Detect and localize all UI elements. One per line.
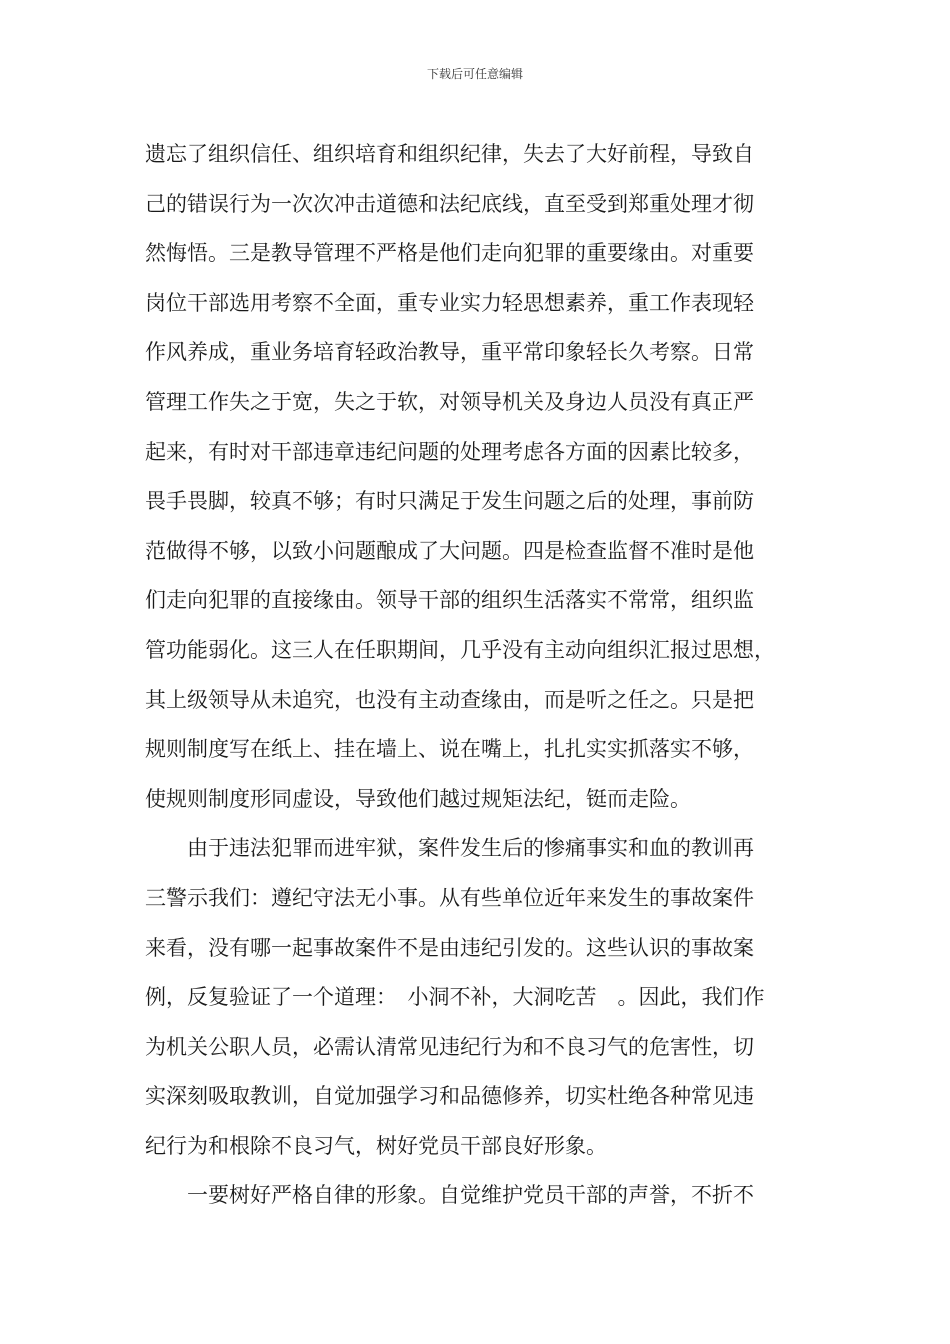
text-line: 纪行为和根除不良习气，树好党员干部良好形象。 xyxy=(145,1133,607,1158)
text-line: 管功能弱化。这三人在任职期间，几乎没有主动向组织汇报过思想， xyxy=(145,637,775,662)
text-line: 管理工作失之于宽，失之于软，对领导机关及身边人员没有真正严 xyxy=(145,389,754,414)
text-line: 范做得不够，以致小问题酿成了大问题。四是检查监督不准时是他 xyxy=(145,538,754,563)
text-line: 例，反复验证了一个道理： 小洞不补，大洞吃苦 。因此，我们作 xyxy=(145,985,765,1010)
text-line: 实深刻吸取教训，自觉加强学习和品德修养，切实杜绝各种常见违 xyxy=(145,1084,754,1109)
text-line: 遗忘了组织信任、组织培育和组织纪律，失去了大好前程，导致自 xyxy=(145,142,754,166)
text-line: 岗位干部选用考察不全面，重专业实力轻思想素养，重工作表现轻 xyxy=(145,290,754,315)
page-header: 下载后可任意编辑 xyxy=(426,67,523,81)
text-line: 使规则制度形同虚设，导致他们越过规矩法纪，铤而走险。 xyxy=(145,786,691,811)
text-line: 为机关公职人员，必需认清常见违纪行为和不良习气的危害性，切 xyxy=(145,1034,754,1059)
text-line: 畏手畏脚，较真不够；有时只满足于发生问题之后的处理，事前防 xyxy=(145,489,754,514)
text-line: 起来，有时对干部违章违纪问题的处理考虑各方面的因素比较多， xyxy=(145,439,754,464)
text-line: 来看，没有哪一起事故案件不是由违纪引发的。这些认识的事故案 xyxy=(145,935,754,960)
text-line: 己的错误行为一次次冲击道德和法纪底线，直至受到郑重处理才彻 xyxy=(145,191,754,216)
paragraph-start-line: 由于违法犯罪而进牢狱，案件发生后的惨痛事实和血的教训再 xyxy=(145,836,754,861)
text-line: 三警示我们：遵纪守法无小事。从有些单位近年来发生的事故案件 xyxy=(145,885,754,910)
text-line: 们走向犯罪的直接缘由。领导干部的组织生活落实不常常，组织监 xyxy=(145,588,754,613)
text-line: 规则制度写在纸上、挂在墙上、说在嘴上，扎扎实实抓落实不够， xyxy=(145,737,754,762)
text-line: 其上级领导从未追究，也没有主动查缘由，而是听之任之。只是把 xyxy=(145,687,754,712)
text-line: 作风养成，重业务培育轻政治教导，重平常印象轻长久考察。日常 xyxy=(145,340,754,365)
document-body xyxy=(145,130,825,1221)
text-line: 然悔悟。三是教导管理不严格是他们走向犯罪的重要缘由。对重要 xyxy=(145,241,754,266)
paragraph-start-line: 一要树好严格自律的形象。自觉维护党员干部的声誉，不折不 xyxy=(145,1183,754,1208)
